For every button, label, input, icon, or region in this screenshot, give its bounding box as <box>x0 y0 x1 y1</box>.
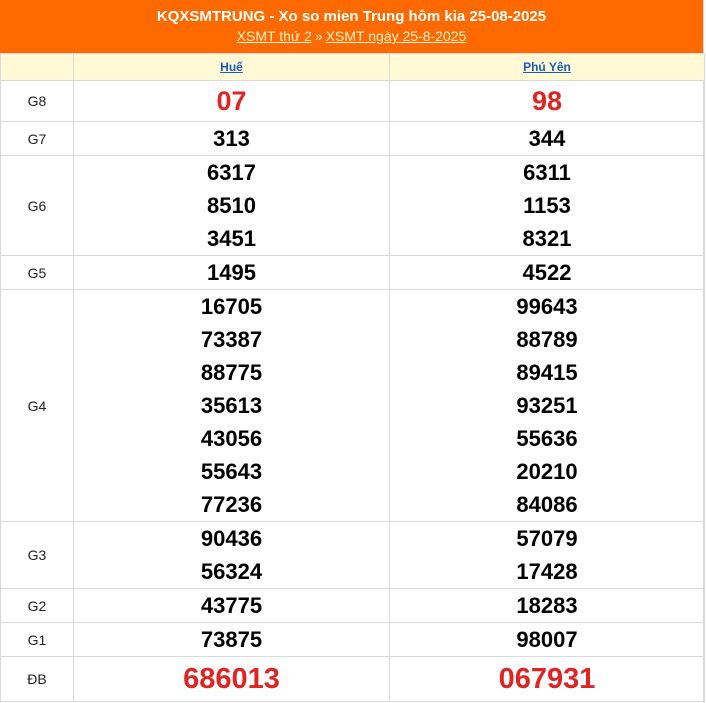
prize-row-g7 <box>1 122 705 156</box>
province-header-hue <box>74 54 390 81</box>
lottery-number: 6311 <box>523 160 571 185</box>
lottery-number: 88775 <box>200 360 263 385</box>
prize-label: G3 <box>1 522 74 589</box>
prize-row-g8 <box>1 81 705 122</box>
prize-label: G8 <box>1 81 74 122</box>
phu-yen-numbers <box>390 589 705 623</box>
xsmt-date-link[interactable]: XSMT ngày 25-8-2025 <box>325 28 467 44</box>
lottery-number: 43775 <box>200 593 263 618</box>
lottery-number: 07 <box>216 86 247 116</box>
prize-row-g3 <box>1 522 705 589</box>
hue-numbers <box>74 256 390 290</box>
lottery-number: 88789 <box>516 327 578 352</box>
prize-row-g1 <box>1 623 705 657</box>
lottery-number: 55636 <box>516 426 578 451</box>
lottery-number: 1495 <box>207 260 256 285</box>
prize-row-special <box>1 657 705 702</box>
province-header-phu-yen <box>390 54 705 81</box>
breadcrumb <box>0 27 703 45</box>
province-link-hue[interactable]: Huế <box>220 60 243 74</box>
special-prize-number: 686013 <box>183 663 280 695</box>
lottery-number: 77236 <box>200 492 263 517</box>
lottery-number: 1153 <box>523 193 571 218</box>
phu-yen-numbers <box>390 256 705 290</box>
xsmt-weekday-link[interactable]: XSMT thứ 2 <box>236 28 312 44</box>
prize-row-g2 <box>1 589 705 623</box>
prize-row-g5 <box>1 256 705 290</box>
prize-label: G1 <box>1 623 74 657</box>
hue-numbers <box>74 156 390 256</box>
lottery-number: 18283 <box>516 593 578 618</box>
hue-numbers <box>74 290 390 522</box>
phu-yen-numbers <box>390 522 705 589</box>
prize-label: G5 <box>1 256 74 290</box>
prize-label: G4 <box>1 290 74 522</box>
prize-label: G6 <box>1 156 74 256</box>
hue-numbers <box>74 122 390 156</box>
hue-numbers <box>74 657 390 702</box>
lottery-number: 3451 <box>207 226 256 251</box>
lottery-number: 17428 <box>516 559 578 584</box>
lottery-number: 56324 <box>200 559 263 584</box>
prize-label: G2 <box>1 589 74 623</box>
lottery-number: 73875 <box>200 627 263 652</box>
hue-numbers <box>74 623 390 657</box>
prize-row-g6 <box>1 156 705 256</box>
phu-yen-numbers <box>390 81 705 122</box>
phu-yen-numbers <box>390 290 705 522</box>
lottery-number: 98 <box>531 86 563 116</box>
prize-label: G7 <box>1 122 74 156</box>
lottery-number: 20210 <box>516 459 578 484</box>
hue-numbers <box>74 522 390 589</box>
lottery-number: 43056 <box>200 426 263 451</box>
lottery-number: 98007 <box>516 627 578 652</box>
lottery-number: 16705 <box>200 294 263 319</box>
phu-yen-numbers <box>390 156 705 256</box>
phu-yen-numbers <box>390 623 705 657</box>
prize-label: ĐB <box>1 657 74 702</box>
lottery-number: 344 <box>528 126 566 151</box>
lottery-number: 55643 <box>200 459 263 484</box>
breadcrumb-separator: » <box>314 28 323 44</box>
lottery-number: 4522 <box>522 260 572 285</box>
lottery-number: 8321 <box>522 226 572 251</box>
lottery-number: 313 <box>213 126 250 151</box>
lottery-number: 84086 <box>516 492 578 517</box>
lottery-number: 73387 <box>200 327 263 352</box>
province-link-phu-yen[interactable]: Phú Yên <box>523 60 571 74</box>
lottery-number: 90436 <box>200 526 263 551</box>
prize-column-header <box>1 54 74 81</box>
lottery-number: 57079 <box>516 526 578 551</box>
lottery-number: 89415 <box>516 360 578 385</box>
lottery-number: 93251 <box>516 393 578 418</box>
hue-numbers <box>74 589 390 623</box>
lottery-number: 8510 <box>207 193 256 218</box>
phu-yen-numbers <box>390 122 705 156</box>
results-table <box>0 53 705 702</box>
lottery-number: 35613 <box>200 393 263 418</box>
lottery-number: 6317 <box>207 160 256 185</box>
hue-numbers <box>74 81 390 122</box>
phu-yen-numbers <box>390 657 705 702</box>
results-header <box>0 0 703 53</box>
results-title: KQXSMTRUNG - Xo so mien Trung hôm kia 25-08-2025 <box>156 8 547 25</box>
lottery-number: 99643 <box>516 294 578 319</box>
province-header-row <box>1 54 705 81</box>
special-prize-number: 067931 <box>498 663 596 695</box>
prize-row-g4 <box>1 290 705 522</box>
